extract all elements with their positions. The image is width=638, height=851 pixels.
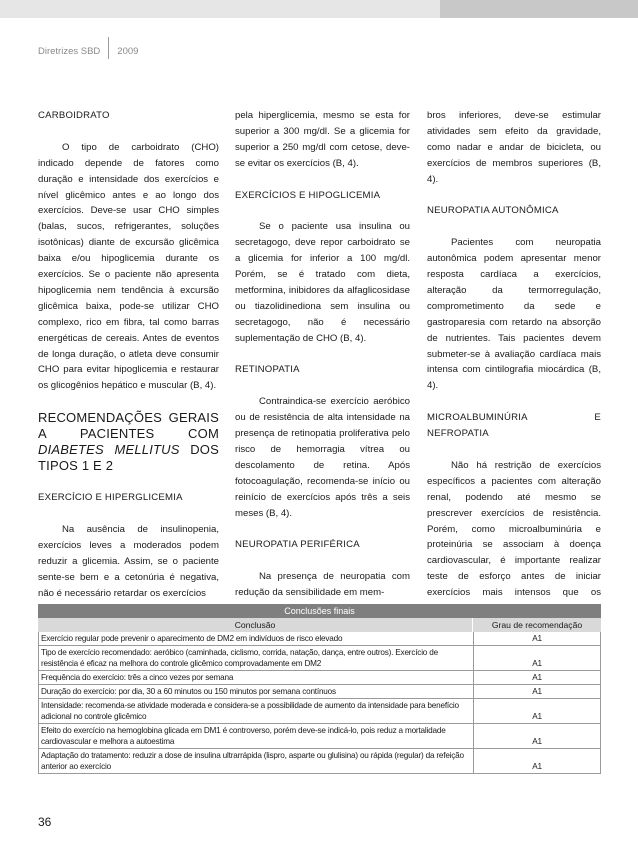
row-conclusion: Intensidade: recomenda-se atividade moderada e considera-se a possibilidade de aumento da intensidade para benefício adicional no controle glicêmico bbox=[38, 699, 474, 723]
paragraph-neuropatia-autonomica: Pacientes com neuropatia autonômica podem apresentar menor resposta cardíaca a exercícios, alteração da termorregulação, comprometimento da sede e gastroparesia com retardo na absorção de nutrientes. Tais pacientes devem submeter-se à avaliação cardíaca mais intensa com cintilografia miocárdica (B, 4). bbox=[427, 237, 601, 392]
column-1 bbox=[38, 108, 219, 601]
row-conclusion: Exercício regular pode prevenir o aparecimento de DM2 em indivíduos de risco elevado bbox=[38, 632, 474, 645]
heading-hiperglicemia: EXERCÍCIO E HIPERGLICEMIA bbox=[38, 492, 183, 504]
paragraph-continuation: pela hiperglicemia, mesmo se esta for superior a 300 mg/dl. Se a glicemia for superior a 250 mg/dl com cetose, deve-se evitar os exercícios (B, 4). bbox=[235, 110, 410, 169]
paragraph-neuropatia-periferica: Na presença de neuropatia com redução da sensibilidade em mem- bbox=[235, 571, 410, 599]
table-row bbox=[38, 632, 601, 646]
heading-neuropatia-periferica: NEUROPATIA PERIFÉRICA bbox=[235, 539, 360, 551]
row-conclusion: Efeito do exercício na hemoglobina glicada em DM1 é controverso, porém deve-se indicá-lo, pois reduz a mortalidade cardiovascular e melhora a autoestima bbox=[38, 724, 474, 748]
row-grade: A1 bbox=[474, 632, 601, 645]
conclusions-table bbox=[38, 604, 601, 774]
row-grade: A1 bbox=[474, 685, 601, 698]
column-header-conclusion: Conclusão bbox=[38, 618, 473, 632]
heading-neuropatia-autonomica: NEUROPATIA AUTONÔMICA bbox=[427, 205, 559, 217]
row-conclusion: Tipo de exercício recomendado: aeróbico (caminhada, ciclismo, corrida, natação, dança, entre outros). Exercício de resistência é eficaz na melhora do controle glicêmico comprovadamente em DM2 bbox=[38, 646, 474, 670]
header-divider bbox=[108, 37, 109, 59]
paragraph-carboidrato: O tipo de carboidrato (CHO) indicado depende de fatores como duração e intensidade dos exercícios e nível glicêmico antes e ao longo dos exercícios. Deve-se usar CHO simples (balas, sucos, refrigerantes, soluções isotônicas) diante de excursão glicêmica baixa e/ou hipoglicemia durante os exercícios. Se o paciente não apresenta hipoglicemia nem tendência à excursão glicêmica baixa, pode-se utilizar CHO complexo, rico em fibra, tal como barras energéticas de cereais. Antes de eventos de longa duração, o atleta deve consumir CHO para evitar hipoglicemia e restaurar os glicogênios hepático e muscular (B, 4). bbox=[38, 141, 219, 392]
paragraph-hipoglicemia: Se o paciente usa insulina ou secretagogo, deve repor carboidrato se a glicemia for inferior a 100 mg/dl. Porém, se é tratado com dieta, metformina, inibidores da alfaglicosidase ou tiazolidinediona sem insulina ou secretagogo, não é necessário suplementação de CHO (B, 4). bbox=[235, 221, 410, 344]
table-title: Conclusões finais bbox=[38, 604, 601, 618]
row-grade: A1 bbox=[474, 646, 601, 670]
row-grade: A1 bbox=[474, 671, 601, 684]
doc-title: Diretrizes SBD bbox=[38, 45, 101, 57]
heading-carboidrato: CARBOIDRATO bbox=[38, 110, 110, 121]
paragraph-retinopatia: Contraindica-se exercício aeróbico ou de resistência de alta intensidade na presença de retinopatia proliferativa pelo risco de hemorragia vítrea ou descolamento de retina. Após fotocoagulação, recomenda-se início ou reinício de exercícios após três a seis meses (B, 4). bbox=[235, 396, 410, 519]
table-row bbox=[38, 671, 601, 685]
heading-retinopatia: RETINOPATIA bbox=[235, 364, 300, 376]
column-2 bbox=[235, 108, 410, 601]
row-conclusion: Adaptação do tratamento: reduzir a dose de insulina ultrarrápida (lispro, asparte ou glulisina) ou rápida (regular) da refeição anterior ao exercício bbox=[38, 749, 474, 773]
table-row bbox=[38, 646, 601, 671]
running-header bbox=[38, 40, 138, 62]
heading-hipoglicemia: EXERCÍCIOS E HIPOGLICEMIA bbox=[235, 189, 381, 201]
section-title: RECOMENDAÇÕES GERAIS A PACIENTES COM DIABETES MELLITUS DOS TIPOS 1 E 2 bbox=[38, 410, 219, 474]
row-grade: A1 bbox=[474, 724, 601, 748]
table-row bbox=[38, 749, 601, 774]
top-bar-accent bbox=[440, 0, 638, 18]
paragraph-continuation-3: bros inferiores, deve-se estimular atividades sem efeito da gravidade, como nadar e andar de bicicleta, ou exercícios de membros superiores (B, 4). bbox=[427, 110, 601, 185]
table-row bbox=[38, 699, 601, 724]
row-grade: A1 bbox=[474, 749, 601, 773]
table-row bbox=[38, 724, 601, 749]
heading-microalbuminuria: MICROALBUMINÚRIA E NEFROPATIA bbox=[427, 412, 601, 440]
column-3 bbox=[427, 108, 601, 617]
paragraph-hiperglicemia: Na ausência de insulinopenia, exercícios leves a moderados podem reduzir a glicemia. Assim, se o paciente sente-se bem e a cetonúria é negativa, não é necessário retardar os exercícios bbox=[38, 523, 219, 599]
row-grade: A1 bbox=[474, 699, 601, 723]
paragraph-microalbuminuria: Não há restrição de exercícios específicos a pacientes com alteração renal, podendo até mesmo se prescrever exercícios de resistência. Porém, como microalbuminúria e proteinúria se associam à doença cardiovascular, é importante realizar teste de esforço antes de iniciar exercícios mais intensos que os bbox=[427, 459, 601, 599]
table-row bbox=[38, 685, 601, 699]
page-number: 36 bbox=[38, 815, 52, 829]
row-conclusion: Frequência do exercício: três a cinco vezes por semana bbox=[38, 671, 474, 684]
row-conclusion: Duração do exercício: por dia, 30 a 60 minutos ou 150 minutos por semana contínuos bbox=[38, 685, 474, 698]
doc-year: 2009 bbox=[117, 45, 139, 57]
table-header bbox=[38, 618, 601, 632]
column-header-grade: Grau de recomendação bbox=[491, 620, 583, 630]
